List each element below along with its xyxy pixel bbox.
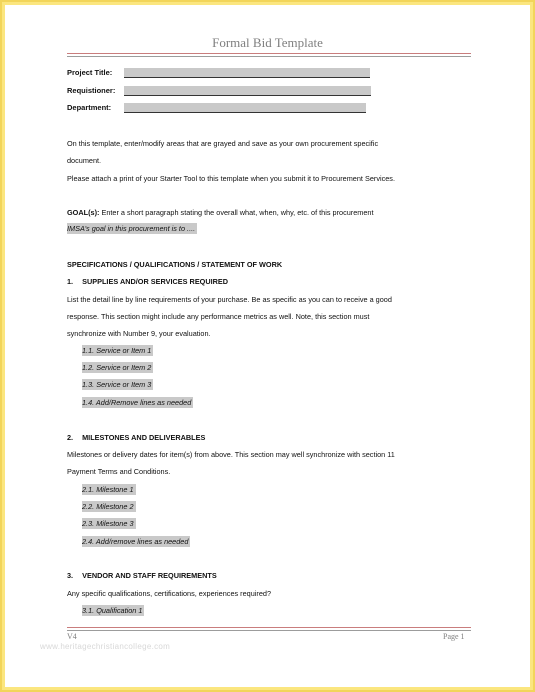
section-number: 2. xyxy=(67,433,74,442)
section-title: VENDOR AND STAFF REQUIREMENTS xyxy=(82,571,217,580)
section-2-text: Milestones or delivery dates for item(s) from above. This section may well synchronize with section 11 xyxy=(67,450,395,459)
section-2-text: Payment Terms and Conditions. xyxy=(67,467,171,476)
list-item[interactable]: 1.2. Service or Item 2 xyxy=(82,363,152,372)
field-requisitioner xyxy=(67,86,115,95)
page-number: Page 1 xyxy=(443,632,465,641)
section-3-heading xyxy=(67,571,217,580)
list-item[interactable]: 1.3. Service or Item 3 xyxy=(82,380,152,389)
version-label: V4 xyxy=(67,632,77,641)
goal-label: GOAL(s): xyxy=(67,208,100,217)
field-label: Project Title: xyxy=(67,68,113,77)
section-number: 3. xyxy=(67,571,74,580)
section-1-heading xyxy=(67,277,228,286)
intro-line: On this template, enter/modify areas that are grayed and save as your own procurement specific xyxy=(67,139,379,148)
header-rule-red xyxy=(67,53,471,54)
field-department xyxy=(67,103,111,112)
intro-line: Please attach a print of your Starter Tool to this template when you submit it to Procurement Services. xyxy=(67,174,395,183)
list-item[interactable]: 1.1. Service or Item 1 xyxy=(82,346,152,355)
watermark: www.heritagechristiancollege.com xyxy=(40,642,171,651)
list-item[interactable]: 1.4. Add/Remove lines as needed xyxy=(82,398,192,407)
goal-placeholder[interactable]: IMSA’s goal in this procurement is to .... xyxy=(67,224,196,233)
document-title: Formal Bid Template xyxy=(212,35,323,50)
section-title: MILESTONES AND DELIVERABLES xyxy=(82,433,206,442)
goal-line xyxy=(67,208,373,217)
spec-heading: SPECIFICATIONS / QUALIFICATIONS / STATEMENT OF WORK xyxy=(67,260,283,269)
section-1-text: response. This section might include any performance metrics as well. Note, this section must xyxy=(67,312,370,321)
field-project-title xyxy=(67,68,112,77)
intro-line: document. xyxy=(67,156,102,165)
requisitioner-input[interactable] xyxy=(124,86,371,96)
list-item[interactable]: 2.2. Milestone 2 xyxy=(82,502,134,511)
field-label: Department: xyxy=(67,103,112,112)
goal-text: Enter a short paragraph stating the overall what, when, why, etc. of this procurement xyxy=(99,208,374,217)
header-rule-gray xyxy=(67,56,471,57)
section-1-text: synchronize with Number 9, your evaluation. xyxy=(67,329,211,338)
footer-rule-red xyxy=(67,627,471,628)
list-item[interactable]: 3.1. Qualification 1 xyxy=(82,606,143,615)
section-2-heading xyxy=(67,433,205,442)
section-title: SUPPLIES AND/OR SERVICES REQUIRED xyxy=(82,277,229,286)
section-1-text: List the detail line by line requirements of your purchase. Be as specific as you can to receive a good xyxy=(67,295,392,304)
project-title-input[interactable] xyxy=(124,68,370,78)
footer-rule-gray xyxy=(67,630,471,631)
department-input[interactable] xyxy=(124,103,366,113)
section-number: 1. xyxy=(67,277,74,286)
field-label: Requistioner: xyxy=(67,86,116,95)
section-3-text: Any specific qualifications, certifications, experiences required? xyxy=(67,589,272,598)
list-item[interactable]: 2.4. Add/remove lines as needed xyxy=(82,537,189,546)
list-item[interactable]: 2.3. Milestone 3 xyxy=(82,519,134,528)
list-item[interactable]: 2.1. Milestone 1 xyxy=(82,485,134,494)
